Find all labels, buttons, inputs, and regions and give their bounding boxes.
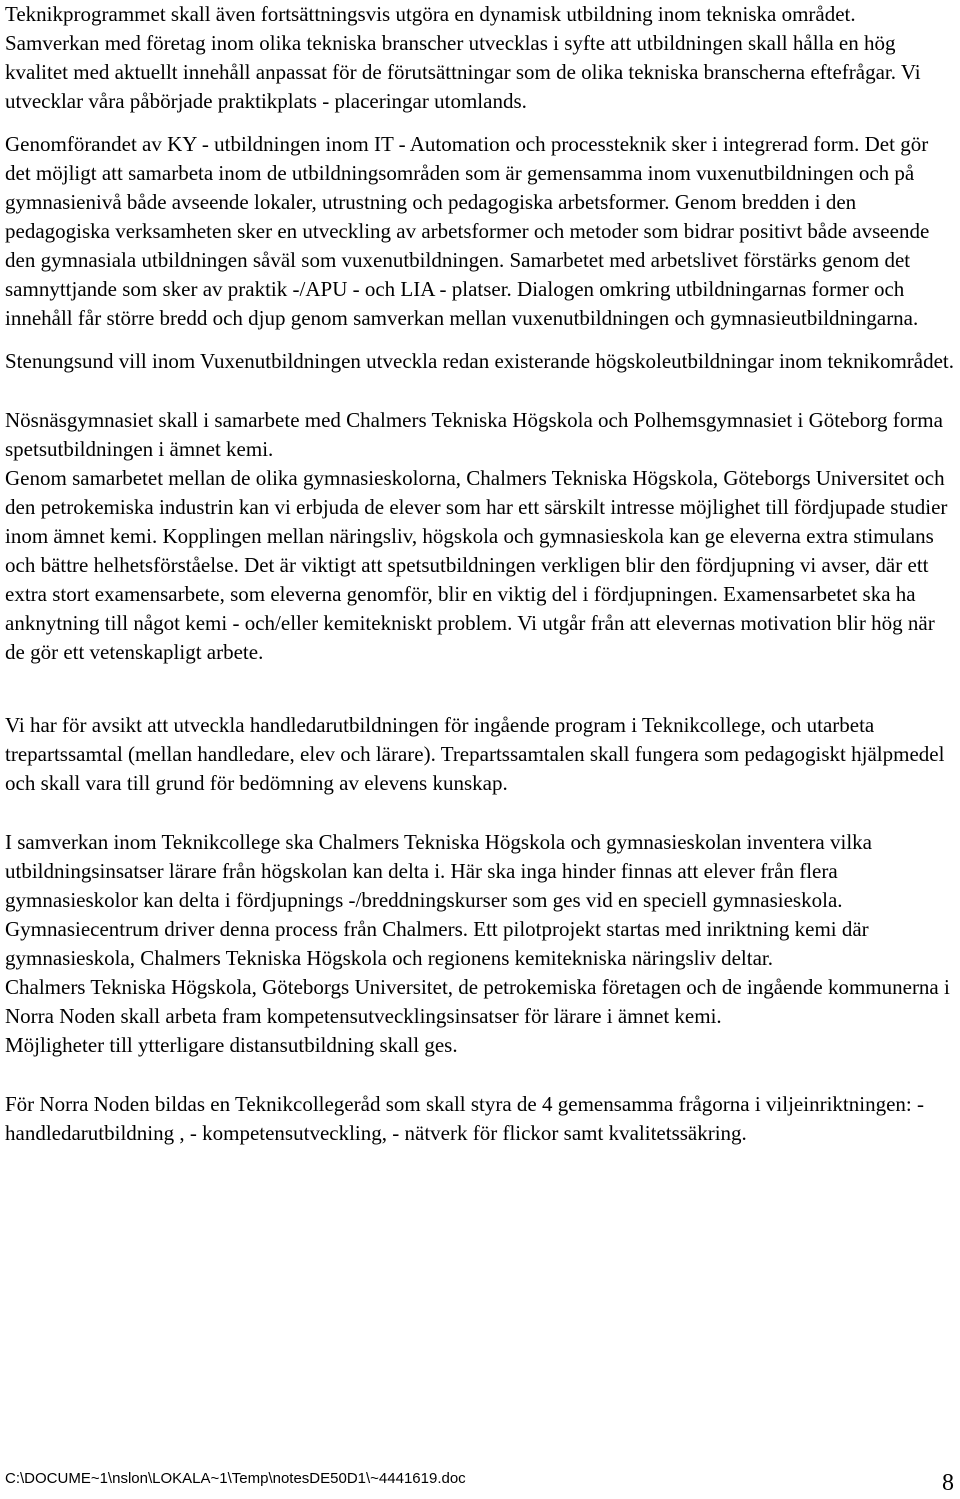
- paragraph-kompetensutveckling: Chalmers Tekniska Högskola, Göteborgs Universitet, de petrokemiska företagen och de ingående kommunerna i Norra Noden skall arbeta fram kompetensutvecklingsinsatser för lärare i ämnet kemi.: [5, 975, 950, 1028]
- paragraph-distansutbildning: Möjligheter till ytterligare distansutbildning skall ges.: [5, 1033, 458, 1057]
- document-page: [5, 0, 955, 1148]
- paragraph-teknikprogrammet: Teknikprogrammet skall även fortsättningsvis utgöra en dynamisk utbildning inom tekniska området. Samverkan med företag inom olika tekniska branscher utvecklas i syfte att utbildningen skall hålla en hög kvalitet med aktuellt innehåll anpassat för de förutsättningar som de olika tekniska branscherna eftefrågar. Vi utvecklar våra påbörjade praktikplats - placeringar utomlands.: [5, 2, 921, 113]
- footer-file-path: C:\DOCUME~1\nslon\LOKALA~1\Temp\notesDE50D1\~4441619.doc: [5, 1470, 466, 1487]
- paragraph-ky-utbildning: Genomförandet av KY - utbildningen inom IT - Automation och processteknik sker i integrerad form. Det gör det möjligt att samarbeta inom de utbildningsområden som är gemensamma inom vuxenutbildningen och på gymnasienivå både avseende lokaler, utrustning och pedagogiska arbetsformer. Genom bredden i den pedagogiska verksamheten sker en utveckling av arbetsformer och metoder som bidrar positivt både avseende den gymnasiala utbildningen såväl som vuxenutbildningen. Samarbetet med arbetslivet förstärks genom det samnyttjande som sker av praktik -/APU - och LIA - platser. Dialogen omkring utbildningarnas former och innehåll får större bredd och djup genom samverkan mellan vuxenutbildningen och gymnasieutbildningarna.: [5, 132, 930, 330]
- paragraph-stenungsund: Stenungsund vill inom Vuxenutbildningen utveckla redan existerande högskoleutbildningar inom teknikområdet.: [5, 349, 955, 373]
- paragraph-samarbete-kemi: Genom samarbetet mellan de olika gymnasieskolorna, Chalmers Tekniska Högskola, Göteborgs Universitet och den petrokemiska industrin kan vi erbjuda de elever som har ett särskilt intresse möjlighet till fördjupade studier inom ämnet kemi. Kopplingen mellan näringsliv, högskola och gymnasieskola kan ge eleverna extra stimulans och bättre helhetsförståelse. Det är viktigt att spetsutbildningen verkligen blir den fördjupning vi avser, där ett extra stort examensarbete, som eleverna genomför, blir en viktig del i fördjupningen. Examensarbetet ska ha anknytning till något kemi - och/eller kemitekniskt problem. Vi utgår från att elevernas motivation blir hög när de gör ett vetenskapligt arbete.: [5, 466, 948, 664]
- page-number: 8: [942, 1470, 954, 1496]
- paragraph-teknikcollegerad: För Norra Noden bildas en Teknikcollegeråd som skall styra de 4 gemensamma frågorna i viljeinriktningen: - handledarutbildning , - kompetensutveckling, - nätverk för flickor samt kvalitetssäkring.: [5, 1092, 924, 1145]
- paragraph-samverkan-teknikcollege: I samverkan inom Teknikcollege ska Chalmers Tekniska Högskola och gymnasieskolan inventera vilka utbildningsinsatser lärare från högskolan kan delta i. Här ska inga hinder finnas att elever från flera gymnasieskolor kan delta i fördjupnings -/breddningskurser som ges vid en speciell gymnasieskola. Gymnasiecentrum driver denna process från Chalmers. Ett pilotprojekt startas med inriktning kemi där gymnasieskola, Chalmers Tekniska Högskola och regionens kemitekniska näringsliv deltar.: [5, 830, 872, 970]
- paragraph-nosnasgymnasiet: Nösnäsgymnasiet skall i samarbete med Chalmers Tekniska Högskola och Polhemsgymnasiet i Göteborg forma spetsutbildningen i ämnet kemi.: [5, 408, 943, 461]
- paragraph-handledarutbildning: Vi har för avsikt att utveckla handledarutbildningen för ingående program i Teknikcollege, och utarbeta trepartssamtal (mellan handledare, elev och lärare). Trepartssamtalen skall fungera som pedagogiskt hjälpmedel och skall vara till grund för bedömning av elevens kunskap.: [5, 713, 945, 795]
